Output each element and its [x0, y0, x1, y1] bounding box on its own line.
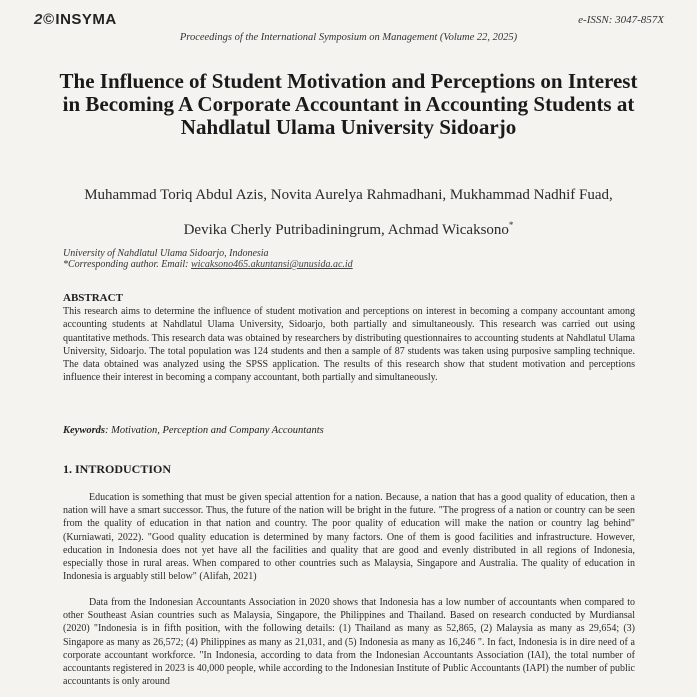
intro-paragraph-1: Education is something that must be given special attention for a nation. Because, a nation that has a good quality of education, then a nation will have a smart successor. Thus, the future of the nation will be bright in the future. "The progress of a nation or country can be seen from the quality of education in that nation and country. The poor quality of education will make the nation or country lag behind" (Kurniawati, 2022). "Good quality education is determined by many factors. One of them is good facilities and infrastructure. However, education in Indonesia does not yet have all the facilities and quality that are good and evenly distributed in all regions of Indonesia, especially those in rural areas. When compared to other countries such as Malaysia, Singapore and Australia. The quality of education in Indonesia is arguably still below" (Alifah, 2021) — [63, 492, 635, 583]
section-heading-introduction: 1. INTRODUCTION — [63, 462, 172, 476]
keywords-label: Keywords — [63, 425, 105, 436]
corresponding-author-line — [63, 259, 353, 270]
paper-title: The Influence of Student Motivation and Perceptions on Interest in Becoming A Corporate Accountant in Accounting Students at Nahdlatul Ulama University Sidoarjo — [59, 69, 638, 139]
abstract-heading: ABSTRACT — [63, 292, 123, 304]
author-list — [20, 180, 677, 245]
abstract-text: This research aims to determine the influence of student motivation and perceptions on interest in becoming a company accountant among accounting students at Nahdlatul Ulama University, Sidoarjo, both partially and simultaneously. This research was carried out using quantitative methods. This research data was obtained by researchers by distributing questionnaires to accounting students at Nahdlatul Ulama University, Sidoarjo. The total population was 124 students and then a sample of 87 students was taken using purposive sampling technique. The data obtained was analyzed using the SPSS application. The results of this research show that student motivation and perceptions influence their interest in becoming a company accountant, both partially and simultaneously. — [63, 306, 635, 384]
issn-label: e-ISSN: 3047-857X — [578, 14, 664, 26]
authors-line-2 — [20, 210, 677, 245]
corresponding-author-mark: * — [508, 220, 514, 230]
insyma-logo — [34, 11, 117, 28]
authors-line-2-text: Devika Cherly Putribadiningrum, Achmad Wicaksono — [183, 222, 509, 238]
affiliation-text: University of Nahdlatul Ulama Sidoarjo, Indonesia — [63, 248, 269, 259]
intro-paragraph-2: Data from the Indonesian Accountants Association in 2020 shows that Indonesia has a low number of accountants when compared to other Southeast Asian countries such as Malaysia, Singapore, the Philippines and Thailand. Based on research conducted by Murdiansal (2020) "Indonesia is in fifth position, with the following details: (1) Thailand as many as 52,865, (2) Malaysia as many as 29,654; (3) Singapore as many as 26,572; (4) Philippines as many as 21,031, and (5) Indonesia as many as 16,246 ". In fact, Indonesia is in dire need of a corporate accountant workforce. "In Indonesia, according to data from the Indonesian Accountants Association (IAI), the total number of accountants registered in 2023 is 40,000 people, while according to the Indonesian Institute of Public Accountants (IAPI) the number of public accountants is only around — [63, 597, 635, 688]
proceedings-header: Proceedings of the International Symposium on Management (Volume 22, 2025) — [179, 32, 518, 43]
corresponding-label: *Corresponding author. Email: — [63, 259, 191, 270]
logo-mark: 2© — [34, 11, 55, 28]
corresponding-email-link[interactable]: wicaksono465.akuntansi@unusida.ac.id — [190, 259, 353, 270]
keywords-text: : Motivation, Perception and Company Accountants — [105, 425, 324, 436]
logo-text: INSYMA — [55, 11, 117, 28]
authors-line-1: Muhammad Toriq Abdul Azis, Novita Aurelya Rahmadhani, Mukhammad Nadhif Fuad, — [84, 187, 613, 203]
affiliation-block — [63, 248, 353, 270]
keywords-line — [63, 425, 324, 436]
